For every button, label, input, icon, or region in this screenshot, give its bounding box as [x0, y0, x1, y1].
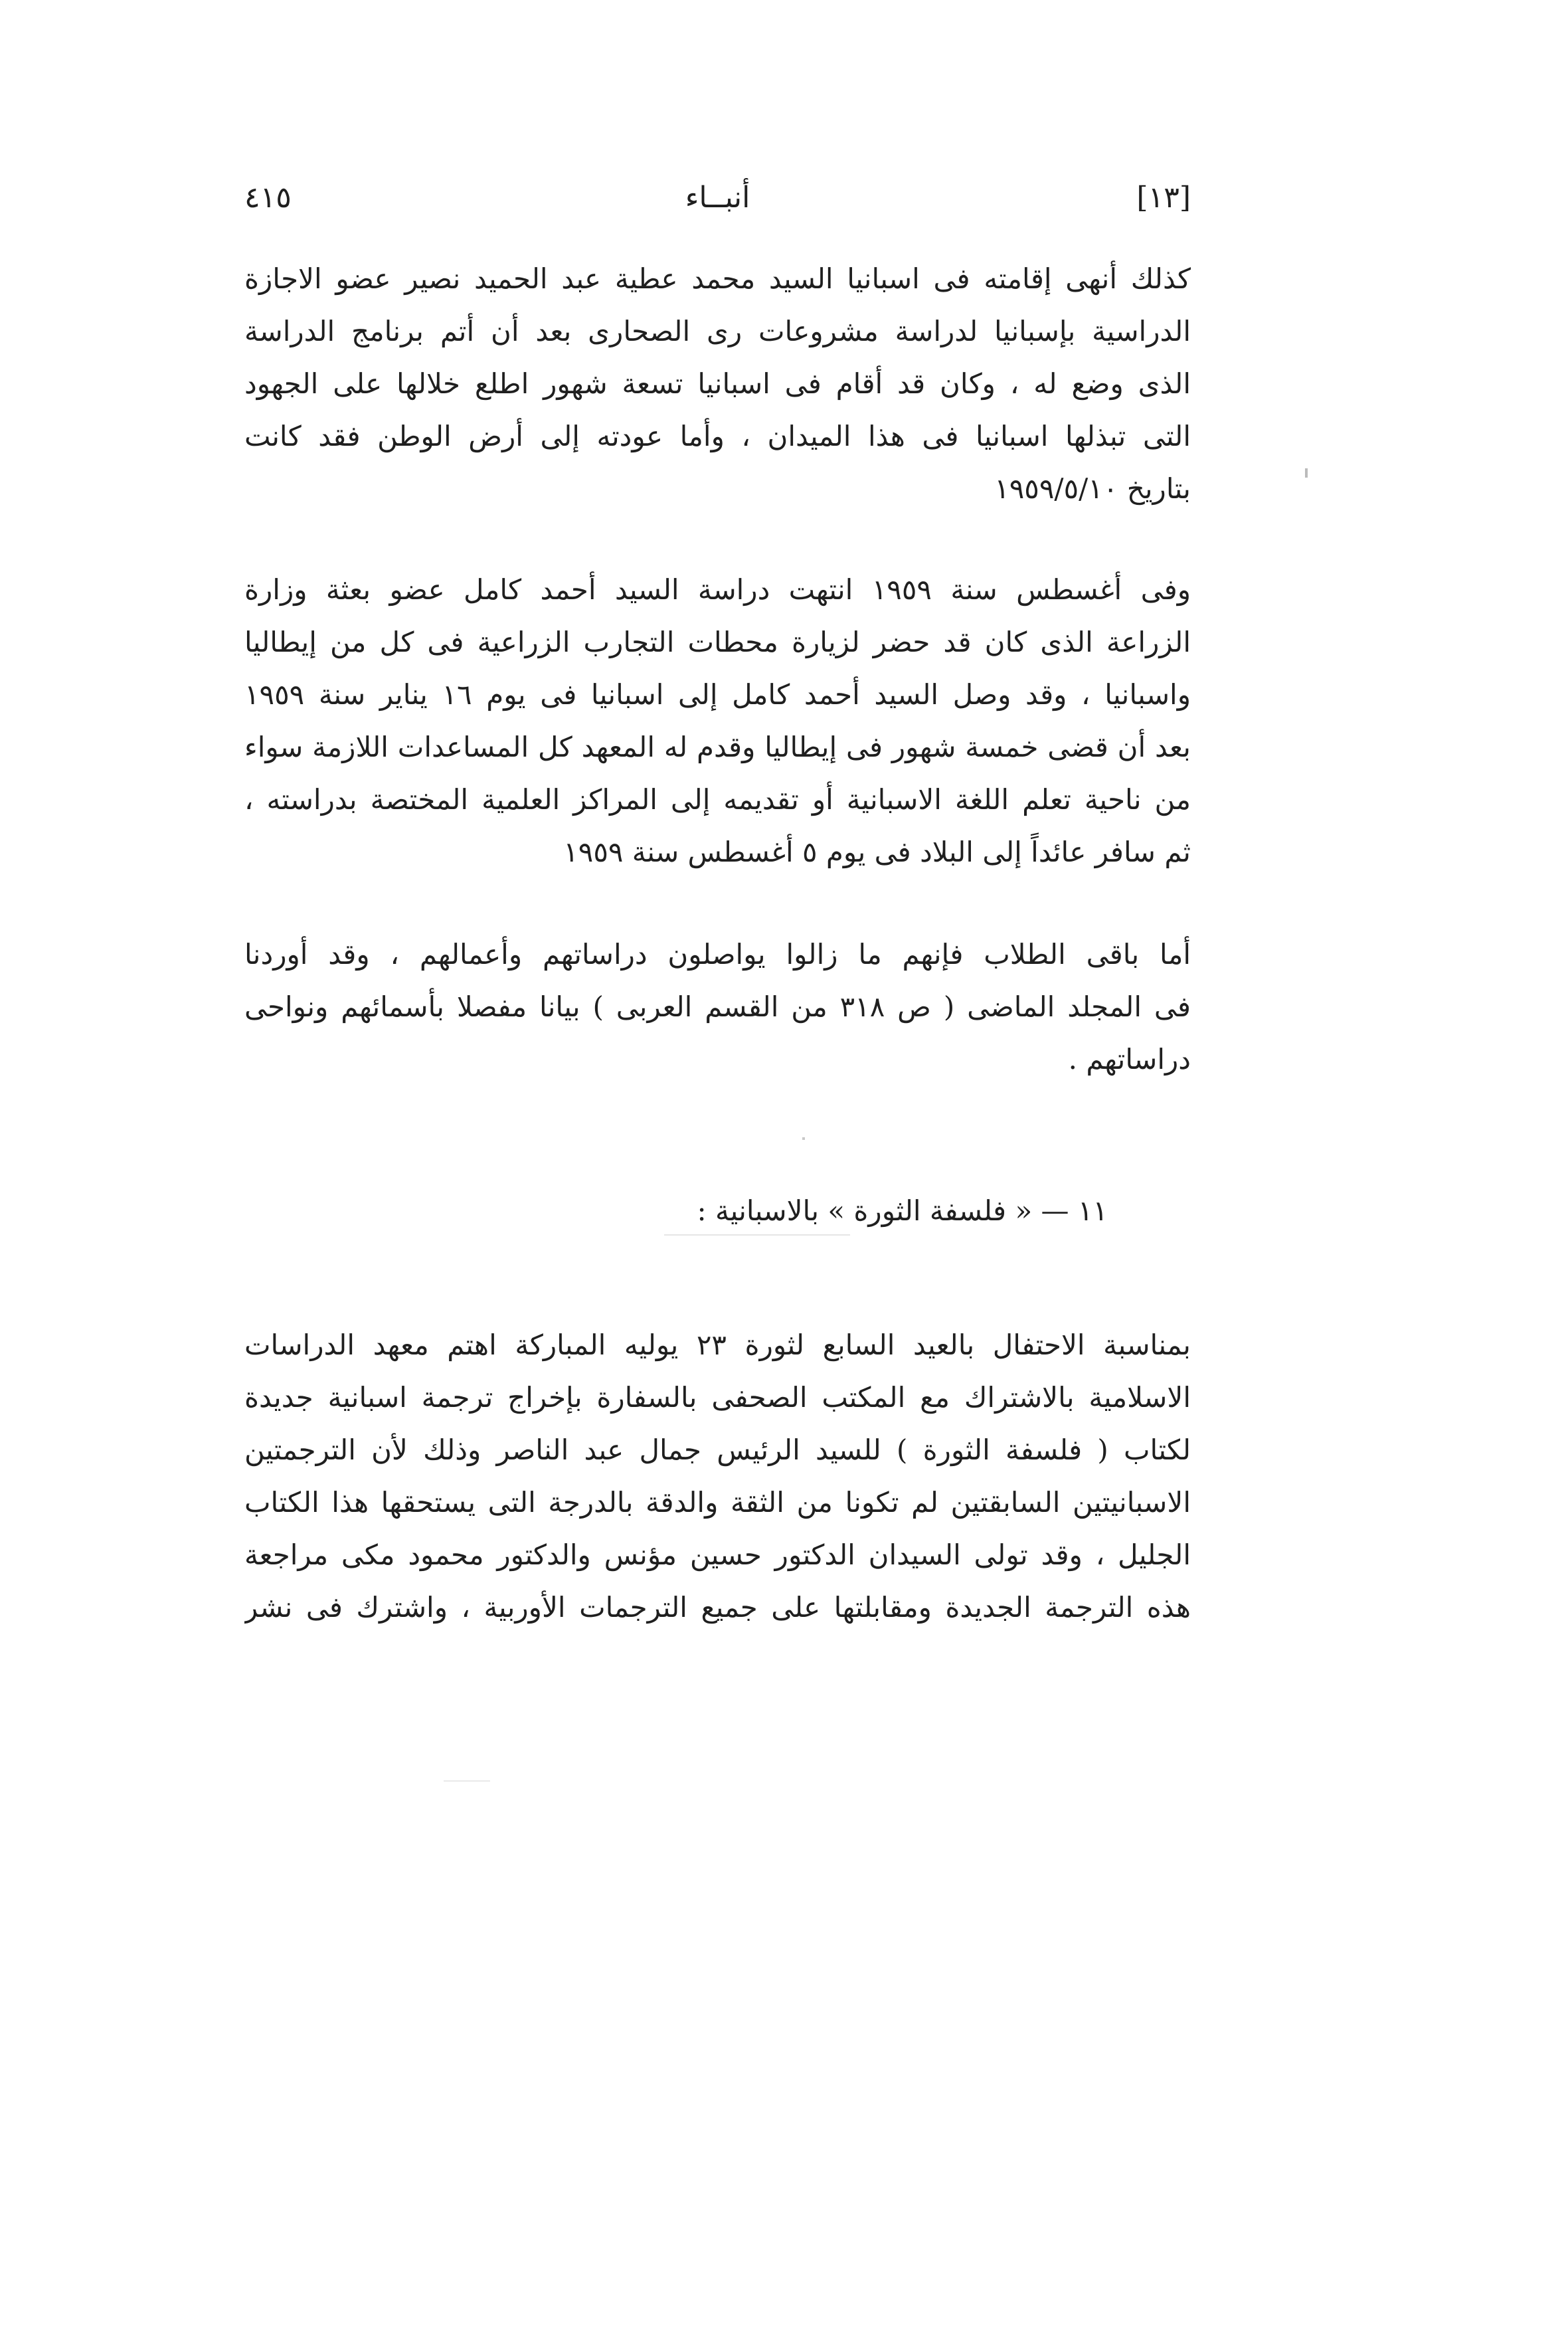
- text-line: فى المجلد الماضى ( ص ٣١٨ من القسم العربى ) بيانا مفصلا بأسمائهم ونواحى: [244, 990, 1191, 1023]
- text-line: وفى أغسطس سنة ١٩٥٩ انتهت دراسة السيد أحمد كامل عضو بعثة وزارة: [244, 573, 1191, 606]
- text-line: بمناسبة الاحتفال بالعيد السابع لثورة ٢٣ يوليه المباركة اهتم معهد الدراسات: [244, 1329, 1191, 1361]
- text-line: لكتاب ( فلسفة الثورة ) للسيد الرئيس جمال عبد الناصر وذلك لأن الترجمتين: [244, 1434, 1191, 1466]
- section-divider: [802, 1137, 805, 1140]
- text-line: ثم سافر عائداً إلى البلاد فى يوم ٥ أغسطس سنة ١٩٥٩: [563, 836, 1191, 868]
- margin-mark: [1305, 468, 1308, 478]
- text-line: دراساتهم .: [1068, 1043, 1191, 1075]
- page-number: ٤١٥: [244, 181, 292, 215]
- text-line: الذى وضع له ، وكان قد أقام فى اسبانيا تسعة شهور اطلع خلالها على الجهود: [244, 367, 1191, 400]
- paragraph-4: [244, 1319, 1191, 1633]
- page-mark: [444, 1780, 490, 1782]
- text-line: واسبانيا ، وقد وصل السيد أحمد كامل إلى اسبانيا فى يوم ١٦ يناير سنة ١٩٥٩: [244, 678, 1191, 711]
- text-line: الدراسية بإسبانيا لدراسة مشروعات رى الصحارى بعد أن أتم برنامج الدراسة: [244, 315, 1191, 347]
- text-line: من ناحية تعلم اللغة الاسبانية أو تقديمه إلى المراكز العلمية المختصة بدراسته ،: [244, 783, 1191, 816]
- text-line: الجليل ، وقد تولى السيدان الدكتور حسين مؤنس والدكتور محمود مكى مراجعة: [244, 1538, 1191, 1571]
- heading-underline: [664, 1234, 850, 1236]
- text-line: التى تبذلها اسبانيا فى هذا الميدان ، وأما عودته إلى أرض الوطن فقد كانت: [244, 420, 1191, 452]
- text-line: الزراعة الذى كان قد حضر لزيارة محطات التجارب الزراعية فى كل من إيطاليا: [244, 626, 1191, 658]
- text-line: الاسلامية بالاشتراك مع المكتب الصحفى بالسفارة بإخراج ترجمة اسبانية جديدة: [244, 1381, 1191, 1414]
- section-heading: ١١ — « فلسفة الثورة » بالاسبانية :: [697, 1194, 1108, 1227]
- paragraph-1: [244, 252, 1191, 515]
- running-title: أنبــاء: [685, 181, 750, 215]
- text-line: أما باقى الطلاب فإنهم ما زالوا يواصلون دراساتهم وأعمالهم ، وقد أوردنا: [244, 938, 1191, 971]
- paragraph-2: [244, 563, 1191, 878]
- section-number: [١٣]: [1136, 181, 1191, 215]
- text-line: هذه الترجمة الجديدة ومقابلتها على جميع الترجمات الأوربية ، واشترك فى نشر: [244, 1591, 1191, 1624]
- text-line: بعد أن قضى خمسة شهور فى إيطاليا وقدم له المعهد كل المساعدات اللازمة سواء: [244, 731, 1191, 763]
- paragraph-3: [244, 928, 1191, 1085]
- running-head: [244, 178, 1191, 225]
- text-line: بتاريخ ١٩٥٩/٥/١٠: [994, 472, 1191, 505]
- text-line: كذلك أنهى إقامته فى اسبانيا السيد محمد عطية عبد الحميد نصير عضو الاجازة: [244, 262, 1191, 295]
- text-line: الاسبانيتين السابقتين لم تكونا من الثقة والدقة بالدرجة التى يستحقها هذا الكتاب: [244, 1486, 1191, 1519]
